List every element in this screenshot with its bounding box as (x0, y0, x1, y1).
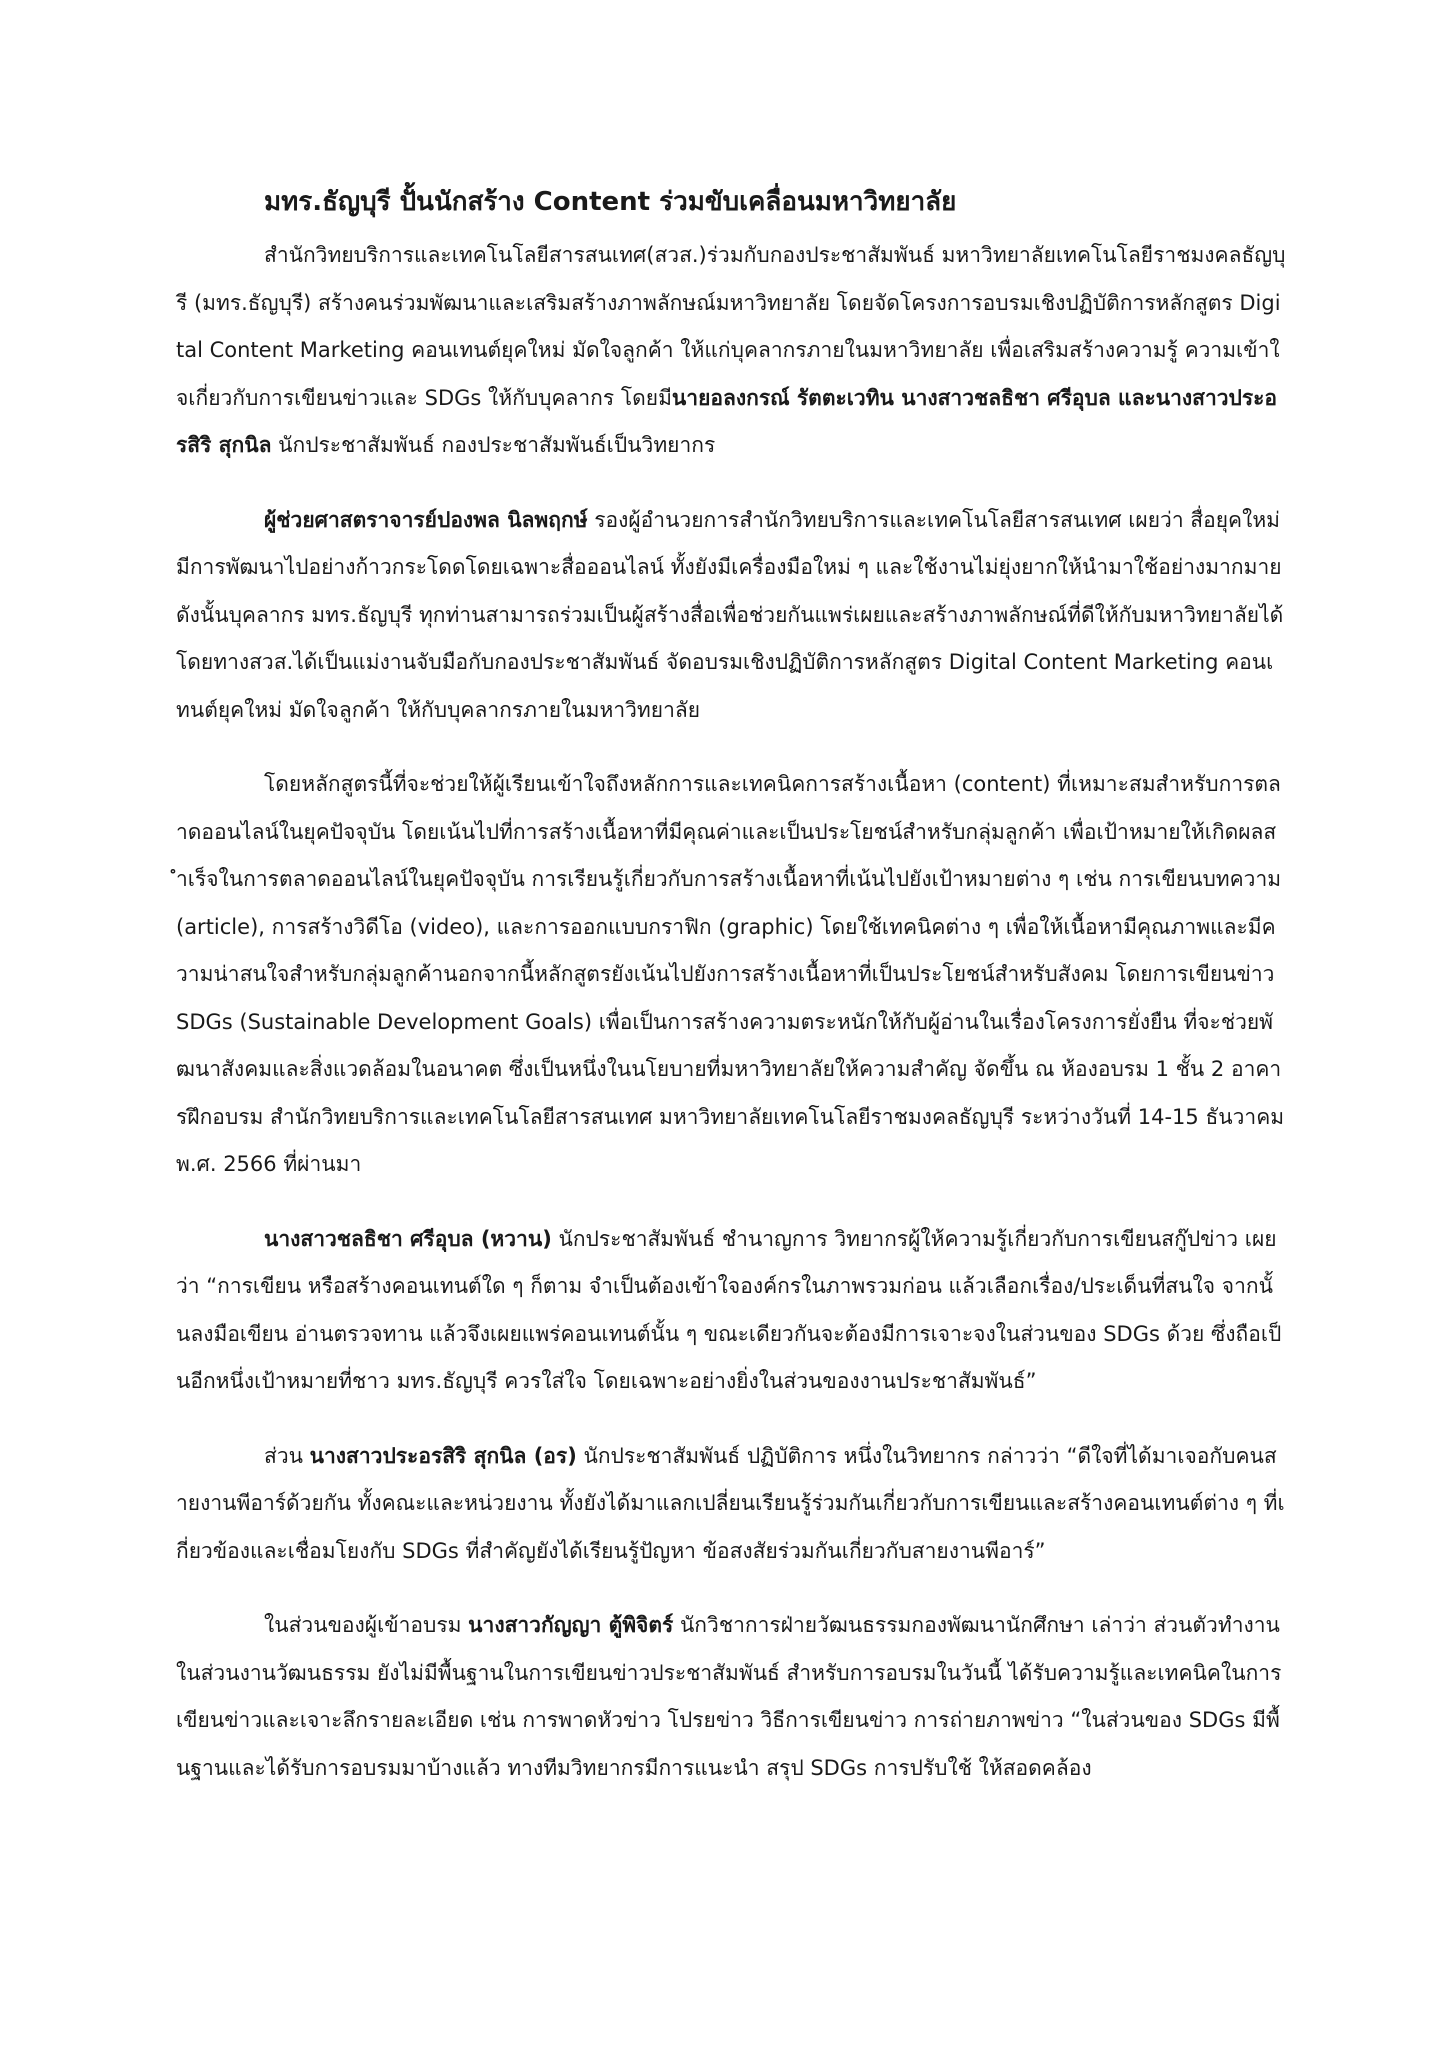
article-body (176, 172, 1286, 1792)
person-name: นางสาวประอรสิริ สุกนิล (อร) (309, 1443, 577, 1468)
paragraph-participant (176, 1602, 1286, 1792)
paragraph-speaker-on (176, 1433, 1286, 1576)
person-name: นางสาวชลธิชา ศรีอุบล (หวาน) (264, 1226, 552, 1251)
article-title: มทร.ธัญบุรี ปั้นนักสร้าง Content ร่วมขับเคลื่อนมหาวิทยาลัย (264, 187, 957, 217)
text-run: ส่วน (264, 1443, 310, 1468)
text-run: ในส่วนของผู้เข้าอบรม (264, 1613, 469, 1637)
paragraph-course-details (176, 761, 1286, 1189)
text-run: นักประชาสัมพันธ์ ปฏิบัติการ หนึ่งในวิทยากร กล่าวว่า “ดีใจที่ได้มาเจอกับคนสายงานพีอาร์ด้วยกัน ทั้งคณะและหน่วยงาน ทั้งยังได้มาแลกเปลี่ยนเรียนรู้ร่วมกันเกี่ยวกับการเขียนและสร้างคอนเทนต์ต่าง ๆ ที่เกี่ยวข้องและเชื่อมโยงกับ SDGs ที่สำคัญยังได้เรียนรู้ปัญหา ข้อสงสัยร่วมกันเกี่ยวกับสายงานพีอาร์” (176, 1443, 1285, 1563)
paragraph-deputy-director (176, 497, 1286, 735)
text-run: รองผู้อำนวยการสำนักวิทยบริการและเทคโนโลยีสารสนเทศ เผยว่า สื่อยุคใหม่มีการพัฒนาไปอย่างก้าวกระโดดโดยเฉพาะสื่อออนไลน์ ทั้งยังมีเครื่องมือใหม่ ๆ และใช้งานไม่ยุ่งยากให้นำมาใช้อย่างมากมาย ดังนั้นบุคลากร มทร.ธัญบุรี ทุกท่านสามารถร่วมเป็นผู้สร้างสื่อเพื่อช่วยกันแพร่เผยและสร้างภาพลักษณ์ที่ดีให้กับมหาวิทยาลัยได้โดยทางสวส.ได้เป็นแม่งานจับมือกับกองประชาสัมพันธ์ จัดอบรมเชิงปฏิบัติการหลักสูตร Digital Content Marketing คอนเทนต์ยุคใหม่ มัดใจลูกค้า ให้กับบุคลากรภายในมหาวิทยาลัย (176, 507, 1284, 722)
text-run: โดยหลักสูตรนี้ที่จะช่วยให้ผู้เรียนเข้าใจถึงหลักการและเทคนิคการสร้างเนื้อหา (content) ที่เหมาะสมสำหรับการตลาดออนไลน์ในยุคปัจจุบัน โดยเน้นไปที่การสร้างเนื้อหาที่มีคุณค่าและเป็นประโยชน์สำหรับกลุ่มลูกค้า เพื่อเป้าหมายให้เกิดผลสำเร็จในการตลาดออนไลน์ในยุคปัจจุบัน การเรียนรู้เกี่ยวกับการสร้างเนื้อหาที่เน้นไปยังเป้าหมายต่าง ๆ เช่น การเขียนบทความ (article), การสร้างวิดีโอ (video), และการออกแบบกราฟิก (graphic) โดยใช้เทคนิคต่าง ๆ เพื่อให้เนื้อหามีคุณภาพและมีความน่าสนใจสำหรับกลุ่มลูกค้านอกจากนี้หลักสูตรยังเน้นไปยังการสร้างเนื้อหาที่เป็นประโยชน์สำหรับสังคม โดยการเขียนข่าว SDGs (Sustainable Development Goals) เพื่อเป็นการสร้างความตระหนักให้กับผู้อ่านในเรื่องโครงการยั่งยืน ที่จะช่วยพัฒนาสังคมและสิ่งแวดล้อมในอนาคต ซึ่งเป็นหนึ่งในนโยบายที่มหาวิทยาลัยให้ความสำคัญ จัดขึ้น ณ ห้องอบรม 1 ชั้น 2 อาคารฝึกอบรม สำนักวิทยบริการและเทคโนโลยีสารสนเทศ มหาวิทยาลัยเทคโนโลยีราชมงคลธัญบุรี ระหว่างวันที่ 14-15 ธันวาคม พ.ศ. 2566 ที่ผ่านมา (176, 772, 1285, 1176)
speaker-names: นายอลงกรณ์ รัตตะเวทิน นางสาวชลธิชา ศรีอุบล และนางสาวประอรสิริ สุกนิล (176, 385, 1278, 457)
text-run: นักวิชาการฝ่ายวัฒนธรรมกองพัฒนานักศึกษา เล่าว่า ส่วนตัวทำงานในส่วนงานวัฒนธรรม ยังไม่มีพื้นฐานในการเขียนข่าวประชาสัมพันธ์ สำหรับการอบรมในวันนี้ ได้รับความรู้และเทคนิคในการเขียนข่าวและเจาะลึกรายละเอียด เช่น การพาดหัวข่าว โปรยข่าว วิธีการเขียนข่าว การถ่ายภาพข่าว “ในส่วนของ SDGs มีพื้นฐานและได้รับการอบรมมาบ้างแล้ว ทางทีมวิทยากรมีการแนะนำ สรุป SDGs การปรับใช้ ให้สอดคล้อง (176, 1613, 1282, 1780)
text-run: สำนักวิทยบริการและเทคโนโลยีสารสนเทศ(สวส.)ร่วมกับกองประชาสัมพันธ์ มหาวิทยาลัยเทคโนโลยีราชมงคลธัญบุรี (มทร.ธัญบุรี) สร้างคนร่วมพัฒนาและเสริมสร้างภาพลักษณ์มหาวิทยาลัย โดยจัดโครงการอบรมเชิงปฏิบัติการหลักสูตร Digital Content Marketing คอนเทนต์ยุคใหม่ มัดใจลูกค้า ให้แก่บุคลากรภายในมหาวิทยาลัย เพื่อเสริมสร้างความรู้ ความเข้าใจเกี่ยวกับการเขียนข่าวและ SDGs ให้กับบุคลากร โดยมี (176, 243, 1286, 410)
person-name: นางสาวกัญญา ตู้พิจิตร์ (468, 1613, 674, 1637)
text-run: นักประชาสัมพันธ์ ชำนาญการ วิทยากรผู้ให้ความรู้เกี่ยวกับการเขียนสกู๊ปข่าว เผยว่า “การเขียน หรือสร้างคอนเทนต์ใด ๆ ก็ตาม จำเป็นต้องเข้าใจองค์กรในภาพรวมก่อน แล้วเลือกเรื่อง/ประเด็นที่สนใจ จากนั้นลงมือเขียน อ่านตรวจทาน แล้วจึงเผยแพร่คอนเทนต์นั้น ๆ ขณะเดียวกันจะต้องมีการเจาะจงในส่วนของ SDGs ด้วย ซึ่งถือเป็นอีกหนึ่งเป้าหมายที่ชาว มทร.ธัญบุรี ควรใส่ใจ โดยเฉพาะอย่างยิ่งในส่วนของงานประชาสัมพันธ์” (176, 1226, 1282, 1393)
paragraph-intro (176, 232, 1286, 470)
paragraph-speaker-wan (176, 1216, 1286, 1406)
text-run: นักประชาสัมพันธ์ กองประชาสัมพันธ์เป็นวิทยากร (271, 433, 716, 457)
person-name: ผู้ช่วยศาสตราจารย์ปองพล นิลพฤกษ์ (264, 507, 588, 532)
